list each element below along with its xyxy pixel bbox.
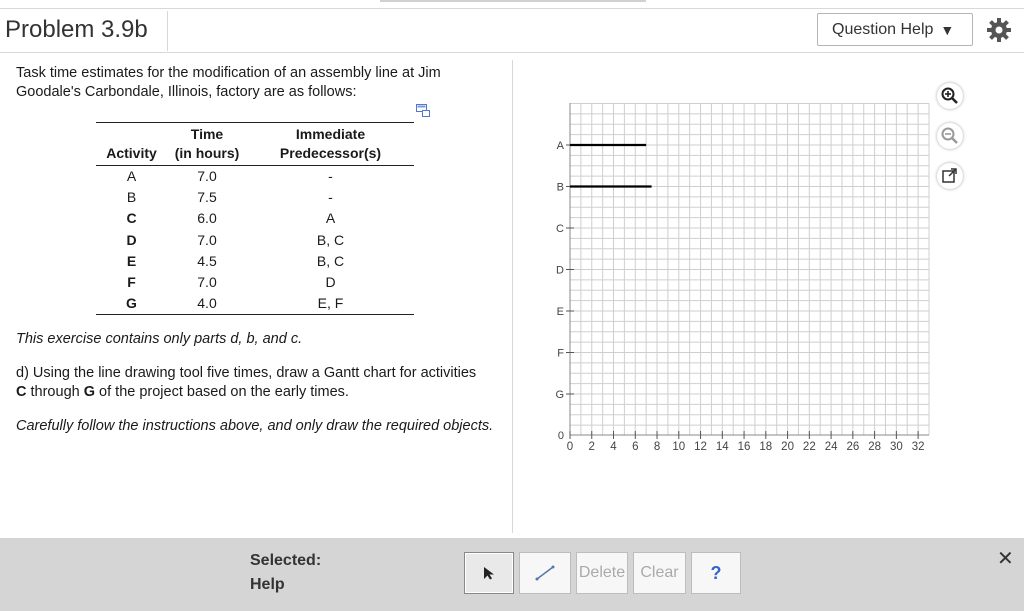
x-tick-label: 10 — [672, 441, 686, 453]
time-units-header: (in hours) — [167, 144, 247, 166]
time-cell: 7.0 — [197, 274, 217, 291]
time-cell: 7.5 — [197, 188, 217, 205]
question-help-button[interactable] — [817, 13, 973, 46]
x-tick-label: 16 — [737, 441, 751, 453]
parts-note: This exercise contains only parts d, b, and c. — [16, 331, 303, 347]
predecessor-header: Immediate — [247, 123, 414, 145]
delete-button[interactable]: Delete — [576, 552, 628, 594]
activity-cell: B — [126, 188, 137, 205]
table-row — [96, 229, 414, 250]
activity-cell: G — [96, 293, 167, 314]
copy-table-icon[interactable] — [416, 104, 430, 117]
x-tick-label: 14 — [715, 441, 729, 453]
predecessor-cell: E, F — [247, 293, 414, 314]
caret-down-icon: ▼ — [940, 21, 955, 38]
clear-button[interactable]: Clear — [633, 552, 686, 594]
y-tick-label: F — [557, 347, 564, 360]
question-help-label: Question Help — [832, 20, 934, 38]
y-tick-label: B — [556, 181, 564, 194]
x-tick-label: 6 — [632, 441, 639, 453]
x-tick-label: 26 — [846, 441, 860, 453]
help-label: Help — [250, 576, 285, 593]
part-d-rest: of the project based on the early times. — [95, 384, 349, 400]
y-tick-label: D — [556, 264, 564, 277]
table-row — [96, 166, 414, 187]
time-cell: 4.5 — [197, 252, 217, 269]
pointer-icon — [483, 566, 495, 580]
predecessor-cell: B, C — [316, 231, 345, 248]
predecessor-cell: D — [325, 274, 336, 291]
x-tick-label: 20 — [781, 441, 794, 453]
gear-icon[interactable] — [986, 17, 1012, 43]
predecessor-cell: B, C — [316, 252, 345, 269]
zoom-out-button[interactable] — [937, 123, 963, 149]
gantt-chart[interactable] — [530, 95, 930, 460]
activity-table — [96, 122, 414, 315]
expand-graph-button[interactable] — [937, 163, 963, 189]
y-tick-label: A — [556, 140, 564, 152]
zoom-in-icon — [941, 87, 959, 105]
x-tick-label: 8 — [653, 441, 661, 453]
predecessor-subheader: Predecessor(s) — [247, 144, 414, 166]
y-origin-label: 0 — [557, 430, 564, 442]
activity-cell: C — [126, 210, 137, 227]
drawing-toolbar — [0, 538, 1024, 611]
x-tick-label: 12 — [694, 441, 707, 453]
activity-cell: E — [126, 252, 137, 269]
zoom-in-button[interactable] — [937, 83, 963, 109]
part-d-through: through — [26, 384, 84, 400]
x-tick-label: 22 — [802, 441, 816, 453]
line-tool-button[interactable] — [519, 552, 571, 594]
x-tick-label: 2 — [588, 441, 595, 453]
intro-text: Task time estimates for the modification of an assembly line at Jim Goodale's Carbondale, Illinois, factory are as follows: — [16, 65, 441, 100]
close-icon[interactable]: ✕ — [997, 548, 1014, 570]
part-d-line1: d) Using the line drawing tool five times, draw a Gantt chart for activities — [16, 365, 477, 381]
table-row — [96, 293, 414, 314]
select-tool-button[interactable] — [464, 552, 514, 594]
panel-divider — [512, 60, 513, 533]
activity-cell: F — [127, 274, 136, 291]
time-cell: 7.0 — [197, 167, 217, 184]
table-row — [96, 272, 414, 293]
title-divider — [167, 11, 168, 51]
y-tick-label: C — [556, 223, 564, 235]
x-tick-label: 30 — [889, 441, 903, 453]
predecessor-cell: - — [328, 188, 333, 205]
predecessor-cell: - — [328, 167, 333, 184]
part-d-activity-c: C — [16, 384, 27, 400]
activity-header: Activity — [96, 144, 167, 166]
time-cell: 4.0 — [167, 293, 247, 314]
time-cell: 7.0 — [197, 231, 217, 248]
activity-cell: D — [126, 231, 137, 248]
x-tick-label: 0 — [566, 441, 574, 453]
page-title: Problem 3.9b — [5, 16, 148, 43]
predecessor-cell: A — [325, 210, 336, 227]
y-tick-label: G — [555, 389, 564, 401]
x-tick-label: 28 — [868, 441, 882, 453]
caution-note: Carefully follow the instructions above, and only draw the required objects. — [16, 418, 494, 434]
part-d-activity-g: G — [83, 384, 96, 400]
y-tick-label: E — [556, 306, 564, 318]
time-header: Time — [167, 123, 247, 145]
help-question-button[interactable]: ? — [691, 552, 741, 594]
x-tick-label: 32 — [911, 441, 925, 453]
activity-cell: A — [126, 167, 137, 184]
selected-label: Selected: — [250, 552, 322, 569]
table-row — [96, 187, 414, 208]
x-tick-label: 18 — [759, 441, 773, 453]
part-d-instruction — [16, 364, 476, 402]
table-row — [96, 251, 414, 272]
header-bar — [0, 8, 1024, 53]
line-tool-icon — [535, 565, 555, 581]
x-tick-label: 24 — [824, 441, 838, 453]
zoom-out-icon — [941, 127, 959, 145]
x-tick-label: 4 — [610, 441, 617, 453]
table-row — [96, 208, 414, 229]
external-link-icon — [941, 167, 959, 185]
top-progress-rule — [380, 0, 646, 2]
time-cell: 6.0 — [197, 210, 217, 227]
question-panel — [16, 64, 506, 434]
